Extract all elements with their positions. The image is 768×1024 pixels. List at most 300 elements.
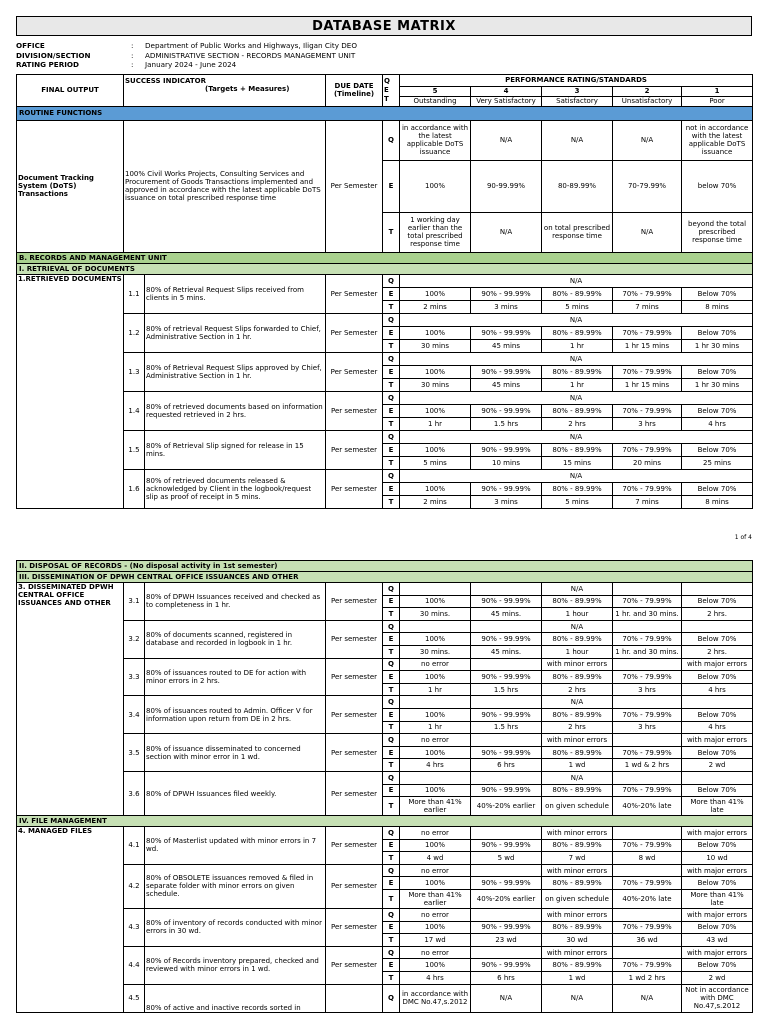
item-indicator: 80% of issuances routed to Admin. Officer V for information upon return from DE in 2 hrs. bbox=[145, 696, 326, 734]
rating-cell: 3 mins bbox=[471, 495, 542, 508]
rating-cell: with minor errors bbox=[542, 734, 613, 747]
rating-label: Outstanding bbox=[400, 96, 471, 106]
rating-cell bbox=[471, 583, 542, 596]
rating-cell: 6 hrs bbox=[471, 972, 542, 985]
qet-letter: T bbox=[383, 300, 400, 313]
rating-cell: 100% bbox=[400, 877, 471, 890]
rating-cell bbox=[400, 620, 471, 633]
item-number: 1.6 bbox=[124, 469, 145, 508]
rating-cell: 30 mins bbox=[400, 378, 471, 391]
rating-cell bbox=[471, 827, 542, 840]
qet-letter: Q bbox=[383, 984, 400, 1012]
rating-cell: 70% - 79.99% bbox=[613, 671, 682, 684]
rating-cell: 100% bbox=[400, 404, 471, 417]
item-due: Per semester bbox=[326, 864, 383, 908]
rating-cell: N/A bbox=[542, 120, 613, 160]
rating-cell: no error bbox=[400, 734, 471, 747]
rating-cell: 90% - 99.99% bbox=[471, 365, 542, 378]
rating-cell bbox=[613, 696, 682, 709]
item-due: Per Semester bbox=[326, 313, 383, 352]
rating-cell: 90% - 99.99% bbox=[471, 633, 542, 646]
rating-label: Poor bbox=[682, 96, 753, 106]
rating-cell: 80% - 89.99% bbox=[542, 921, 613, 934]
item-number: 3.1 bbox=[124, 583, 145, 621]
rating-cell: 80% - 89.99% bbox=[542, 482, 613, 495]
rating-cell: with minor errors bbox=[542, 827, 613, 840]
rating-cell-na: N/A bbox=[400, 391, 753, 404]
rating-cell-na: N/A bbox=[400, 352, 753, 365]
rating-cell: 7 mins bbox=[613, 495, 682, 508]
rating-cell: 1 wd 2 hrs bbox=[613, 972, 682, 985]
rating-cell: N/A bbox=[613, 212, 682, 252]
rating-cell: with minor errors bbox=[542, 909, 613, 922]
qet-letter: E bbox=[383, 595, 400, 608]
routine-output: Document Tracking System (DoTS) Transactions bbox=[17, 120, 124, 252]
rating-cell bbox=[400, 771, 471, 784]
item-due: Per semester bbox=[326, 771, 383, 815]
rating-cell: 90% - 99.99% bbox=[471, 877, 542, 890]
rating-cell: with minor errors bbox=[542, 946, 613, 959]
rating-cell: 80% - 89.99% bbox=[542, 633, 613, 646]
page-title: DATABASE MATRIX bbox=[16, 16, 752, 36]
rating-cell: on given schedule bbox=[542, 797, 613, 816]
rating-cell: 70% - 79.99% bbox=[613, 326, 682, 339]
item-due: Per semester bbox=[326, 658, 383, 696]
rating-cell: 4 hrs bbox=[400, 759, 471, 772]
qet-letter: Q bbox=[383, 120, 400, 160]
rating-cell: 4 wd bbox=[400, 852, 471, 865]
rating-cell: 70% - 79.99% bbox=[613, 746, 682, 759]
rating-number: 1 bbox=[682, 86, 753, 96]
rating-cell: no error bbox=[400, 946, 471, 959]
header-colon: : bbox=[131, 60, 134, 69]
rating-cell bbox=[471, 771, 542, 784]
col-qet: Q E T bbox=[383, 74, 400, 106]
rating-cell: 90% - 99.99% bbox=[471, 595, 542, 608]
rating-cell: 7 mins bbox=[613, 300, 682, 313]
rating-cell: 70% - 79.99% bbox=[613, 633, 682, 646]
rating-cell: Below 70% bbox=[682, 708, 753, 721]
rating-cell: 5 wd bbox=[471, 852, 542, 865]
rating-cell: 30 mins. bbox=[400, 608, 471, 621]
qet-letter: E bbox=[383, 839, 400, 852]
item-indicator: 80% of OBSOLETE issuances removed & filed in separate folder with minor errors on given schedule. bbox=[145, 864, 326, 908]
success-indicator-label: SUCCESS INDICATOR bbox=[125, 76, 206, 85]
rating-cell: 100% bbox=[400, 921, 471, 934]
rating-cell: on given schedule bbox=[542, 890, 613, 909]
rating-cell: 7 wd bbox=[542, 852, 613, 865]
item-number: 1.5 bbox=[124, 430, 145, 469]
qet-letter: E bbox=[383, 746, 400, 759]
col-final-output: FINAL OUTPUT bbox=[17, 74, 124, 106]
qet-letter: T bbox=[383, 339, 400, 352]
qet-letter: Q bbox=[383, 620, 400, 633]
rating-cell: 40%-20% late bbox=[613, 797, 682, 816]
rating-cell: 43 wd bbox=[682, 934, 753, 947]
rating-cell: 90% - 99.99% bbox=[471, 287, 542, 300]
item-number: 4.5 bbox=[124, 984, 145, 1012]
rating-cell: Below 70% bbox=[682, 404, 753, 417]
rating-cell: 36 wd bbox=[613, 934, 682, 947]
qet-letter: E bbox=[383, 921, 400, 934]
rating-cell: Below 70% bbox=[682, 326, 753, 339]
rating-cell: in accordance with the latest applicable DoTS issuance bbox=[400, 120, 471, 160]
header-colon: : bbox=[131, 41, 134, 50]
qet-letter: Q bbox=[383, 864, 400, 877]
rating-cell: 1 hr bbox=[542, 378, 613, 391]
rating-cell: with minor errors bbox=[542, 864, 613, 877]
rating-cell: 1 hr 15 mins bbox=[613, 378, 682, 391]
rating-cell: N/A bbox=[542, 583, 613, 596]
rating-cell bbox=[613, 864, 682, 877]
section-routine: ROUTINE FUNCTIONS bbox=[17, 106, 753, 120]
item-due: Per semester bbox=[326, 909, 383, 947]
rating-cell: 8 mins bbox=[682, 300, 753, 313]
rating-cell: with major errors bbox=[682, 734, 753, 747]
rating-cell: 1.5 hrs bbox=[471, 417, 542, 430]
header-key: RATING PERIOD bbox=[16, 60, 79, 69]
rating-cell: 100% bbox=[400, 365, 471, 378]
rating-cell: 1 hr 30 mins bbox=[682, 339, 753, 352]
rating-cell: 2 mins bbox=[400, 300, 471, 313]
rating-cell: 1 wd bbox=[542, 759, 613, 772]
rating-cell: 45 mins bbox=[471, 378, 542, 391]
rating-cell: 100% bbox=[400, 326, 471, 339]
item-indicator: 80% of retrieved documents released & acknowledged by Client in the logbook/request slip as proof of receipt in 5 mins. bbox=[145, 469, 326, 508]
item-indicator: 80% of documents scanned, registered in database and recorded in logbook in 1 hr. bbox=[145, 620, 326, 658]
rating-cell bbox=[400, 696, 471, 709]
rating-cell: 1 wd bbox=[542, 972, 613, 985]
rating-cell: N/A bbox=[471, 120, 542, 160]
item-number: 3.4 bbox=[124, 696, 145, 734]
qet-letter: E bbox=[383, 708, 400, 721]
qet-letter: T bbox=[383, 683, 400, 696]
item-number: 3.6 bbox=[124, 771, 145, 815]
item-number: 3.3 bbox=[124, 658, 145, 696]
rating-cell: 8 mins bbox=[682, 495, 753, 508]
rating-cell: 90% - 99.99% bbox=[471, 784, 542, 797]
rating-cell: 4 hrs bbox=[682, 417, 753, 430]
header-value: January 2024 - June 2024 bbox=[145, 60, 237, 69]
qet-letter: T bbox=[383, 212, 400, 252]
rating-cell: 100% bbox=[400, 160, 471, 212]
qet-letter: E bbox=[383, 671, 400, 684]
rating-cell: with major errors bbox=[682, 864, 753, 877]
rating-cell: Below 70% bbox=[682, 633, 753, 646]
rating-cell: 1 hr. and 30 mins. bbox=[613, 608, 682, 621]
rating-cell: N/A bbox=[613, 984, 682, 1012]
rating-cell: 90% - 99.99% bbox=[471, 482, 542, 495]
rating-number: 3 bbox=[542, 86, 613, 96]
rating-cell: 5 mins bbox=[400, 456, 471, 469]
qet-letter: Q bbox=[383, 734, 400, 747]
section-b: B. RECORDS AND MANAGEMENT UNIT bbox=[17, 252, 753, 263]
rating-cell: 2 mins bbox=[400, 495, 471, 508]
rating-cell: Below 70% bbox=[682, 443, 753, 456]
rating-cell: 90% - 99.99% bbox=[471, 404, 542, 417]
item-due: Per Semester bbox=[326, 274, 383, 313]
rating-cell: 90-99.99% bbox=[471, 160, 542, 212]
item-due: Per Semester bbox=[326, 352, 383, 391]
rating-cell: 1 wd & 2 hrs bbox=[613, 759, 682, 772]
item-due: Per semester bbox=[326, 734, 383, 772]
rating-cell: Below 70% bbox=[682, 482, 753, 495]
qet-letter: E bbox=[383, 633, 400, 646]
rating-cell: on total prescribed response time bbox=[542, 212, 613, 252]
rating-cell: 70% - 79.99% bbox=[613, 708, 682, 721]
section-iv: IV. FILE MANAGEMENT bbox=[17, 816, 753, 827]
rating-cell: N/A bbox=[613, 120, 682, 160]
qet-letter: E bbox=[383, 404, 400, 417]
item-indicator: 80% of Masterlist updated with minor errors in 7 wd. bbox=[145, 827, 326, 865]
rating-cell: 80% - 89.99% bbox=[542, 708, 613, 721]
rating-cell: 90% - 99.99% bbox=[471, 708, 542, 721]
rating-cell: 70% - 79.99% bbox=[613, 839, 682, 852]
rating-cell bbox=[682, 771, 753, 784]
section-ii: II. DISPOSAL OF RECORDS - (No disposal activity in 1st semester) bbox=[17, 561, 753, 572]
rating-cell: 1 hr bbox=[400, 683, 471, 696]
rating-cell: 2 hrs bbox=[542, 683, 613, 696]
rating-cell: 10 mins bbox=[471, 456, 542, 469]
matrix-table-2 bbox=[16, 560, 753, 1013]
rating-cell bbox=[471, 946, 542, 959]
rating-cell: 1 hour bbox=[542, 645, 613, 658]
rating-cell: N/A bbox=[471, 984, 542, 1012]
item-indicator: 80% of Retrieval Request Slips approved by Chief, Administrative Section in 1 hr. bbox=[145, 352, 326, 391]
rating-cell: 40%-20% earlier bbox=[471, 890, 542, 909]
qet-letter: T bbox=[383, 890, 400, 909]
qet-letter: T bbox=[383, 972, 400, 985]
rating-cell: N/A bbox=[471, 212, 542, 252]
rating-cell: 90% - 99.99% bbox=[471, 839, 542, 852]
rating-cell: 2 hrs. bbox=[682, 608, 753, 621]
rating-cell bbox=[613, 946, 682, 959]
rating-cell: 70-79.99% bbox=[613, 160, 682, 212]
rating-cell: below 70% bbox=[682, 160, 753, 212]
rating-cell: 20 mins bbox=[613, 456, 682, 469]
rating-cell: 90% - 99.99% bbox=[471, 746, 542, 759]
rating-cell: with minor errors bbox=[542, 658, 613, 671]
rating-cell: 3 hrs bbox=[613, 721, 682, 734]
item-indicator: 80% of Retrieval Slip signed for release in 15 mins. bbox=[145, 430, 326, 469]
rating-cell: 2 hrs. bbox=[682, 645, 753, 658]
qet-letter: E bbox=[383, 959, 400, 972]
routine-due: Per Semester bbox=[326, 120, 383, 252]
timeline-label: (Timeline) bbox=[333, 90, 375, 98]
rating-cell: Not in accordance with DMC No.47,s.2012 bbox=[682, 984, 753, 1012]
qet-letter: T bbox=[383, 495, 400, 508]
qet-letter: T bbox=[383, 852, 400, 865]
rating-cell bbox=[682, 620, 753, 633]
rating-cell bbox=[613, 620, 682, 633]
rating-number: 2 bbox=[613, 86, 682, 96]
rating-cell: 6 hrs bbox=[471, 759, 542, 772]
rating-cell: 80% - 89.99% bbox=[542, 404, 613, 417]
rating-cell: 4 hrs bbox=[682, 683, 753, 696]
rating-cell: 1 hr bbox=[400, 417, 471, 430]
rating-cell: 70% - 79.99% bbox=[613, 784, 682, 797]
rating-cell bbox=[613, 771, 682, 784]
rating-cell: 1 hr. and 30 mins. bbox=[613, 645, 682, 658]
header-value: Department of Public Works and Highways, Iligan City DEO bbox=[145, 41, 357, 50]
rating-cell: 100% bbox=[400, 959, 471, 972]
rating-cell: 45 mins. bbox=[471, 608, 542, 621]
rating-cell bbox=[471, 620, 542, 633]
item-number: 4.2 bbox=[124, 864, 145, 908]
qet-letter: T bbox=[383, 721, 400, 734]
rating-cell: 1 hr bbox=[542, 339, 613, 352]
item-due: Per semester bbox=[326, 946, 383, 984]
rating-cell: Below 70% bbox=[682, 287, 753, 300]
rating-cell: 100% bbox=[400, 671, 471, 684]
rating-cell: Below 70% bbox=[682, 595, 753, 608]
rating-cell: 17 wd bbox=[400, 934, 471, 947]
qet-letter: T bbox=[383, 456, 400, 469]
qet-letter: T bbox=[383, 608, 400, 621]
rating-cell bbox=[471, 909, 542, 922]
rating-cell: no error bbox=[400, 864, 471, 877]
rating-cell: N/A bbox=[542, 984, 613, 1012]
qet-letter: Q bbox=[383, 313, 400, 326]
rating-cell: no error bbox=[400, 658, 471, 671]
rating-cell: beyond the total prescribed response time bbox=[682, 212, 753, 252]
qet-letter: E bbox=[383, 784, 400, 797]
rating-cell: 45 mins bbox=[471, 339, 542, 352]
rating-cell: More than 41% earlier bbox=[400, 797, 471, 816]
rating-cell: 100% bbox=[400, 839, 471, 852]
rating-cell: 100% bbox=[400, 784, 471, 797]
rating-cell: in accordance with DMC No.47,s.2012 bbox=[400, 984, 471, 1012]
item-indicator: 80% of retrieved documents based on information requested retrieved in 2 hrs. bbox=[145, 391, 326, 430]
rating-cell: 2 hrs bbox=[542, 721, 613, 734]
item-due bbox=[326, 984, 383, 1012]
qet-letter: T bbox=[383, 417, 400, 430]
rating-cell bbox=[613, 827, 682, 840]
qet-letter: Q bbox=[383, 274, 400, 287]
rating-cell: 70% - 79.99% bbox=[613, 365, 682, 378]
header-colon: : bbox=[131, 50, 134, 60]
rating-label: Unsatisfactory bbox=[613, 96, 682, 106]
rating-cell: 70% - 79.99% bbox=[613, 482, 682, 495]
item-indicator: 80% of Records inventory prepared, checked and reviewed with minor errors in 1 wd. bbox=[145, 946, 326, 984]
rating-cell bbox=[471, 734, 542, 747]
item-indicator: 80% of issuance disseminated to concerned section with minor error in 1 wd. bbox=[145, 734, 326, 772]
rating-cell: 70% - 79.99% bbox=[613, 595, 682, 608]
rating-label: Satisfactory bbox=[542, 96, 613, 106]
item-indicator: 80% of DPWH Issuances filed weekly. bbox=[145, 771, 326, 815]
item-indicator: 80% of retrieval Request Slips forwarded to Chief, Administrative Section in 1 hr. bbox=[145, 313, 326, 352]
item-number: 1.3 bbox=[124, 352, 145, 391]
rating-cell: 2 wd bbox=[682, 972, 753, 985]
qet-letter: E bbox=[383, 160, 400, 212]
rating-cell: with major errors bbox=[682, 909, 753, 922]
qet-letter: E bbox=[383, 326, 400, 339]
rating-cell: 4 hrs bbox=[400, 972, 471, 985]
rating-cell bbox=[682, 696, 753, 709]
matrix-table-1 bbox=[16, 74, 753, 509]
header-row bbox=[16, 41, 752, 51]
document bbox=[16, 16, 752, 509]
item-number: 4.1 bbox=[124, 827, 145, 865]
rating-cell: N/A bbox=[542, 620, 613, 633]
rating-cell: 80-89.99% bbox=[542, 160, 613, 212]
rating-cell-na: N/A bbox=[400, 313, 753, 326]
rating-cell bbox=[613, 909, 682, 922]
rating-cell: 80% - 89.99% bbox=[542, 784, 613, 797]
rating-cell: 15 mins bbox=[542, 456, 613, 469]
rating-cell: 100% bbox=[400, 287, 471, 300]
rating-cell: Below 70% bbox=[682, 671, 753, 684]
rating-cell: More than 41% late bbox=[682, 890, 753, 909]
rating-cell: 90% - 99.99% bbox=[471, 671, 542, 684]
section-iii: III. DISSEMINATION OF DPWH CENTRAL OFFICE ISSUANCES AND OTHER bbox=[17, 572, 753, 583]
rating-cell: 70% - 79.99% bbox=[613, 921, 682, 934]
rating-cell: 4 hrs bbox=[682, 721, 753, 734]
qet-letter: Q bbox=[383, 352, 400, 365]
rating-cell: More than 41% earlier bbox=[400, 890, 471, 909]
header-row bbox=[16, 60, 752, 70]
rating-cell: 80% - 89.99% bbox=[542, 595, 613, 608]
rating-cell: 80% - 89.99% bbox=[542, 443, 613, 456]
rating-cell: 100% bbox=[400, 746, 471, 759]
qet-letter: E bbox=[383, 482, 400, 495]
rating-cell: not in accordance with the latest applicable DoTS issuance bbox=[682, 120, 753, 160]
rating-cell: 80% - 89.99% bbox=[542, 746, 613, 759]
section-i: I. RETRIEVAL OF DOCUMENTS bbox=[17, 263, 753, 274]
rating-cell: Below 70% bbox=[682, 877, 753, 890]
rating-cell: 70% - 79.99% bbox=[613, 877, 682, 890]
qet-letter: Q bbox=[383, 827, 400, 840]
col-success-indicator bbox=[124, 74, 326, 106]
rating-cell: Below 70% bbox=[682, 959, 753, 972]
header-key: DIVISION/SECTION bbox=[16, 50, 91, 60]
rating-cell: 40%-20% late bbox=[613, 890, 682, 909]
qet-letter: T bbox=[383, 378, 400, 391]
rating-cell: 70% - 79.99% bbox=[613, 404, 682, 417]
rating-cell: 100% bbox=[400, 633, 471, 646]
qet-letter: Q bbox=[383, 696, 400, 709]
qet-letter: E bbox=[383, 443, 400, 456]
rating-cell: 90% - 99.99% bbox=[471, 921, 542, 934]
rating-cell-na: N/A bbox=[400, 469, 753, 482]
rating-cell: 100% bbox=[400, 708, 471, 721]
rating-number: 4 bbox=[471, 86, 542, 96]
rating-cell: with major errors bbox=[682, 946, 753, 959]
page-number: 1 of 4 bbox=[734, 534, 752, 541]
rating-cell: 1 hour bbox=[542, 608, 613, 621]
item-number: 4.4 bbox=[124, 946, 145, 984]
item-indicator: 80% of DPWH Issuances received and checked as to completeness in 1 hr. bbox=[145, 583, 326, 621]
rating-cell: no error bbox=[400, 909, 471, 922]
rating-cell-na: N/A bbox=[400, 274, 753, 287]
rating-cell: 25 mins bbox=[682, 456, 753, 469]
qet-letter: E bbox=[383, 877, 400, 890]
qet-letter: Q bbox=[383, 583, 400, 596]
rating-cell: 1.5 hrs bbox=[471, 683, 542, 696]
col-performance: PERFORMANCE RATING/STANDARDS bbox=[400, 74, 753, 86]
rating-cell: 100% bbox=[400, 482, 471, 495]
qet-letter: Q bbox=[383, 771, 400, 784]
rating-cell: 1 hr 15 mins bbox=[613, 339, 682, 352]
item-indicator: 80% of active and inactive records sorted in bbox=[145, 984, 326, 1012]
rating-cell: 80% - 89.99% bbox=[542, 959, 613, 972]
item-due: Per semester bbox=[326, 469, 383, 508]
rating-cell: 100% bbox=[400, 443, 471, 456]
rating-cell: with major errors bbox=[682, 658, 753, 671]
rating-cell: More than 41% late bbox=[682, 797, 753, 816]
rating-cell: 30 mins bbox=[400, 339, 471, 352]
rating-cell: 30 wd bbox=[542, 934, 613, 947]
